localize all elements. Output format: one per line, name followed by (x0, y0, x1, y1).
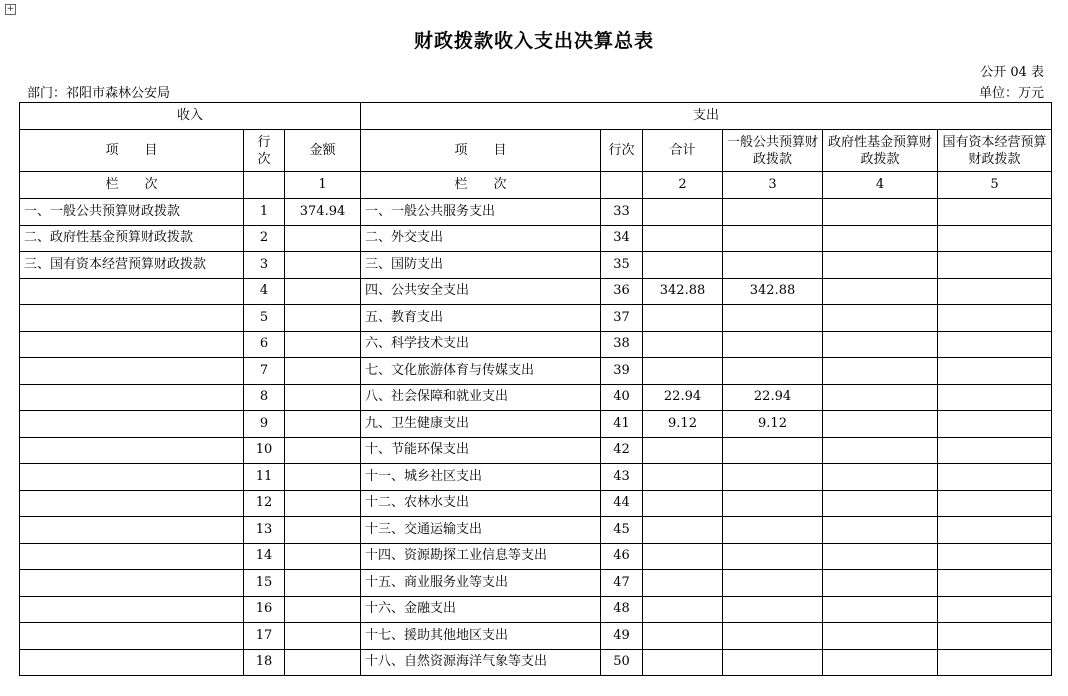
state-capital-cell (938, 331, 1052, 358)
gov-fund-cell (823, 358, 938, 385)
expense-item-cell: 十、节能环保支出 (361, 437, 601, 464)
table-row (20, 331, 1052, 358)
general-budget-cell (723, 596, 823, 623)
gov-fund-cell (823, 225, 938, 252)
state-capital-cell (938, 543, 1052, 570)
general-budget-cell (723, 570, 823, 597)
column-number-general: 3 (723, 172, 823, 199)
expense-line-cell: 48 (601, 596, 643, 623)
general-budget-cell (723, 464, 823, 491)
expense-line-cell: 40 (601, 384, 643, 411)
income-item-cell (20, 623, 244, 650)
expense-line-cell: 42 (601, 437, 643, 464)
gov-fund-cell (823, 437, 938, 464)
table-row (20, 225, 1052, 252)
income-line-cell: 16 (244, 596, 285, 623)
column-number-state-capital: 5 (938, 172, 1052, 199)
state-capital-cell (938, 649, 1052, 676)
income-line-cell: 15 (244, 570, 285, 597)
table-row (20, 358, 1052, 385)
expense-item-cell: 十七、援助其他地区支出 (361, 623, 601, 650)
income-amount-cell (285, 411, 361, 438)
state-capital-cell (938, 199, 1052, 226)
gov-fund-header: 政府性基金预算财政拨款 (823, 130, 938, 172)
header-row-sections (20, 103, 1052, 130)
form-code: 公开 04 表 (980, 65, 1044, 80)
header-row-columns (20, 130, 1052, 172)
gov-fund-cell (823, 570, 938, 597)
gov-fund-cell (823, 649, 938, 676)
expense-line-cell: 43 (601, 464, 643, 491)
total-cell (643, 225, 723, 252)
state-capital-cell (938, 596, 1052, 623)
general-budget-cell (723, 437, 823, 464)
state-capital-header: 国有资本经营预算财政拨款 (938, 130, 1052, 172)
income-line-cell: 7 (244, 358, 285, 385)
income-item-cell (20, 305, 244, 332)
table-row (20, 252, 1052, 279)
state-capital-cell (938, 517, 1052, 544)
total-cell (643, 358, 723, 385)
gov-fund-cell (823, 384, 938, 411)
income-amount-cell (285, 437, 361, 464)
income-line-cell: 3 (244, 252, 285, 279)
total-cell: 22.94 (643, 384, 723, 411)
expense-line-cell: 33 (601, 199, 643, 226)
income-line-cell: 17 (244, 623, 285, 650)
table-row (20, 517, 1052, 544)
income-amount-cell (285, 490, 361, 517)
expense-line-cell: 46 (601, 543, 643, 570)
column-number-gov-fund: 4 (823, 172, 938, 199)
income-item-cell (20, 437, 244, 464)
state-capital-cell (938, 490, 1052, 517)
total-cell (643, 437, 723, 464)
total-cell (643, 464, 723, 491)
unit-label: 单位：万元 (978, 86, 1044, 101)
state-capital-cell (938, 464, 1052, 491)
table-row (20, 623, 1052, 650)
table-row (20, 596, 1052, 623)
gov-fund-cell (823, 596, 938, 623)
gov-fund-cell (823, 543, 938, 570)
income-item-cell (20, 358, 244, 385)
general-budget-cell (723, 199, 823, 226)
general-budget-cell (723, 490, 823, 517)
income-line-cell: 12 (244, 490, 285, 517)
expense-line-cell: 38 (601, 331, 643, 358)
expense-line-cell: 39 (601, 358, 643, 385)
table-row (20, 305, 1052, 332)
expense-line-header: 行次 (601, 130, 643, 172)
expense-line-cell: 45 (601, 517, 643, 544)
income-amount-cell (285, 517, 361, 544)
column-label-left: 栏 次 (20, 172, 244, 199)
general-budget-cell: 342.88 (723, 278, 823, 305)
income-item-cell (20, 331, 244, 358)
income-amount-cell (285, 623, 361, 650)
gov-fund-cell (823, 252, 938, 279)
expense-line-cell: 37 (601, 305, 643, 332)
expense-line-cell: 36 (601, 278, 643, 305)
expense-item-cell: 十二、农林水支出 (361, 490, 601, 517)
income-amount-cell (285, 331, 361, 358)
expense-item-cell: 三、国防支出 (361, 252, 601, 279)
income-amount-header: 金额 (285, 130, 361, 172)
state-capital-cell (938, 384, 1052, 411)
expense-item-cell: 五、教育支出 (361, 305, 601, 332)
department-label: 部门：祁阳市森林公安局 (27, 86, 171, 101)
state-capital-cell (938, 252, 1052, 279)
total-cell (643, 570, 723, 597)
expense-item-cell: 七、文化旅游体育与传媒支出 (361, 358, 601, 385)
general-budget-cell (723, 543, 823, 570)
state-capital-cell (938, 358, 1052, 385)
income-line-cell: 14 (244, 543, 285, 570)
income-line-cell: 9 (244, 411, 285, 438)
state-capital-cell (938, 411, 1052, 438)
income-line-cell: 11 (244, 464, 285, 491)
income-line-cell: 8 (244, 384, 285, 411)
expense-item-cell: 八、社会保障和就业支出 (361, 384, 601, 411)
income-line-cell: 18 (244, 649, 285, 676)
gov-fund-cell (823, 464, 938, 491)
general-budget-cell (723, 225, 823, 252)
gov-fund-cell (823, 517, 938, 544)
expense-line-cell: 35 (601, 252, 643, 279)
budget-table (19, 102, 1052, 676)
income-line-cell: 13 (244, 517, 285, 544)
expense-item-cell: 十六、金融支出 (361, 596, 601, 623)
gov-fund-cell (823, 623, 938, 650)
expense-item-cell: 十四、资源勘探工业信息等支出 (361, 543, 601, 570)
table-row (20, 411, 1052, 438)
gov-fund-cell (823, 199, 938, 226)
column-number-blank (601, 172, 643, 199)
income-item-cell (20, 543, 244, 570)
income-line-cell: 10 (244, 437, 285, 464)
expense-item-cell: 十八、自然资源海洋气象等支出 (361, 649, 601, 676)
expense-item-cell: 四、公共安全支出 (361, 278, 601, 305)
income-item-cell: 二、政府性基金预算财政拨款 (20, 225, 244, 252)
income-item-cell (20, 464, 244, 491)
income-line-cell: 6 (244, 331, 285, 358)
expense-line-cell: 49 (601, 623, 643, 650)
total-cell (643, 596, 723, 623)
income-item-cell (20, 517, 244, 544)
income-item-cell (20, 278, 244, 305)
income-amount-cell (285, 305, 361, 332)
table-row (20, 384, 1052, 411)
income-item-header: 项 目 (20, 130, 244, 172)
total-cell: 9.12 (643, 411, 723, 438)
income-amount-cell (285, 225, 361, 252)
expense-header: 支出 (361, 103, 1052, 130)
total-cell (643, 649, 723, 676)
income-amount-cell (285, 252, 361, 279)
expense-item-cell: 十一、城乡社区支出 (361, 464, 601, 491)
state-capital-cell (938, 570, 1052, 597)
total-cell (643, 490, 723, 517)
total-cell (643, 623, 723, 650)
income-line-cell: 1 (244, 199, 285, 226)
income-amount-cell (285, 543, 361, 570)
state-capital-cell (938, 437, 1052, 464)
table-row (20, 199, 1052, 226)
table-row (20, 278, 1052, 305)
income-amount-cell (285, 358, 361, 385)
expense-item-cell: 一、一般公共服务支出 (361, 199, 601, 226)
income-amount-cell (285, 649, 361, 676)
general-budget-cell: 9.12 (723, 411, 823, 438)
total-cell (643, 543, 723, 570)
general-budget-cell (723, 517, 823, 544)
total-cell (643, 517, 723, 544)
general-budget-cell: 22.94 (723, 384, 823, 411)
income-line-cell: 5 (244, 305, 285, 332)
general-budget-cell (723, 623, 823, 650)
income-line-header: 行次 (244, 130, 285, 172)
income-line-cell: 2 (244, 225, 285, 252)
total-cell (643, 252, 723, 279)
gov-fund-cell (823, 305, 938, 332)
expense-item-cell: 二、外交支出 (361, 225, 601, 252)
general-budget-cell (723, 305, 823, 332)
income-amount-cell (285, 384, 361, 411)
general-budget-cell (723, 649, 823, 676)
expense-line-cell: 50 (601, 649, 643, 676)
expense-item-header: 项 目 (361, 130, 601, 172)
gov-fund-cell (823, 278, 938, 305)
state-capital-cell (938, 278, 1052, 305)
state-capital-cell (938, 623, 1052, 650)
table-row (20, 649, 1052, 676)
income-amount-cell (285, 278, 361, 305)
general-budget-cell (723, 358, 823, 385)
expense-item-cell: 十五、商业服务业等支出 (361, 570, 601, 597)
income-amount-cell (285, 596, 361, 623)
income-item-cell: 三、国有资本经营预算财政拨款 (20, 252, 244, 279)
total-cell (643, 199, 723, 226)
table-row (20, 437, 1052, 464)
general-budget-cell (723, 252, 823, 279)
general-budget-cell (723, 331, 823, 358)
column-number-row (20, 172, 1052, 199)
expense-line-cell: 41 (601, 411, 643, 438)
total-header: 合计 (643, 130, 723, 172)
expense-line-cell: 44 (601, 490, 643, 517)
total-cell (643, 305, 723, 332)
expense-line-cell: 47 (601, 570, 643, 597)
gov-fund-cell (823, 411, 938, 438)
general-budget-header: 一般公共预算财政拨款 (723, 130, 823, 172)
column-number-total: 2 (643, 172, 723, 199)
table-row (20, 464, 1052, 491)
income-header: 收入 (20, 103, 361, 130)
income-item-cell: 一、一般公共预算财政拨款 (20, 199, 244, 226)
column-number-amount: 1 (285, 172, 361, 199)
income-item-cell (20, 411, 244, 438)
income-amount-cell: 374.94 (285, 199, 361, 226)
table-row (20, 490, 1052, 517)
income-item-cell (20, 570, 244, 597)
income-item-cell (20, 384, 244, 411)
expense-item-cell: 六、科学技术支出 (361, 331, 601, 358)
state-capital-cell (938, 225, 1052, 252)
table-row (20, 543, 1052, 570)
gov-fund-cell (823, 331, 938, 358)
move-handle-icon[interactable]: + (6, 4, 15, 14)
income-item-cell (20, 490, 244, 517)
total-cell (643, 331, 723, 358)
expense-item-cell: 九、卫生健康支出 (361, 411, 601, 438)
income-line-cell: 4 (244, 278, 285, 305)
income-item-cell (20, 596, 244, 623)
income-amount-cell (285, 570, 361, 597)
total-cell: 342.88 (643, 278, 723, 305)
income-item-cell (20, 649, 244, 676)
column-number-blank (244, 172, 285, 199)
table-row (20, 570, 1052, 597)
expense-item-cell: 十三、交通运输支出 (361, 517, 601, 544)
state-capital-cell (938, 305, 1052, 332)
column-label-right: 栏 次 (361, 172, 601, 199)
income-amount-cell (285, 464, 361, 491)
gov-fund-cell (823, 490, 938, 517)
expense-line-cell: 34 (601, 225, 643, 252)
page-title: 财政拨款收入支出决算总表 (413, 30, 654, 52)
